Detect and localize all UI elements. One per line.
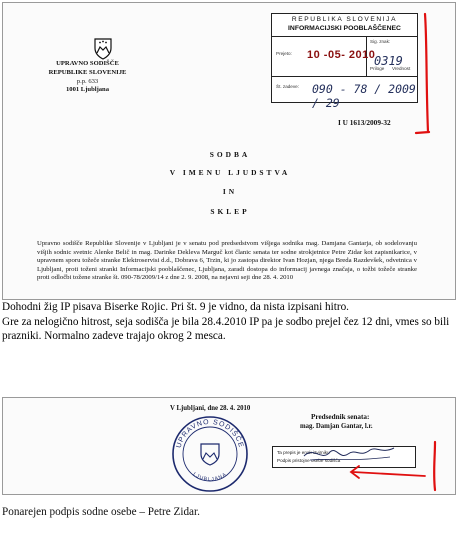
president-name: mag. Damjan Gantar, l.r.	[300, 423, 373, 430]
heading-order: SKLEP	[210, 207, 250, 216]
judgment-body-text: Upravno sodišče Republike Slovenije v Ljubljani je v senatu pod predsedstvom višjega sodnika mag. Damjana Gantarja, ob sodelovanju višjih sodnic svetnic Alenke Belič in mag. Darinke Dekleva Marguč kot članic senata ter sodne strokjetnice Petre Zidar kot zapisnikarice, v upravnem sporu tožeče stranke Elektroservisi d.d., Dobrava 6, Trzin, ki jo zastopa direktor Ivan Hozjan, njega Breda Razdevšek, odvetnica v Ljubljani, proti toženi stranki Informacijski pooblaščenec, Ljubljana, zaradi dostopa do informacij javnega značaja, o tožbi tožeče stranke proti odločbi tožene stranke št. 090-78/2009/14 z dne 2. 9. 2008, na nejavni seji dne 28. 4. 2010	[37, 240, 417, 282]
svg-text:LJUBLJANA	[192, 471, 229, 482]
red-arrow-annotation	[345, 440, 445, 492]
note-line-1: Dohodni žig IP pisava Biserke Rojic. Pri št. 9 je vidno, da nista izpisani hitro.	[2, 301, 349, 313]
signing-place-date: V Ljubljani, dne 28. 4. 2010	[170, 405, 251, 412]
stamp-received-date: 10 -05- 2010	[307, 49, 376, 61]
court-header	[30, 60, 145, 95]
stamp-line2: INFORMACIJSKI POOBLAŠČENEC	[288, 25, 401, 32]
seal-subtext: LJUBLJANA	[191, 471, 229, 483]
red-bracket-annotation	[412, 12, 436, 136]
footer-note: Ponarejen podpis sodne osebe – Petre Zidar.	[2, 506, 200, 518]
heading-and: IN	[222, 187, 238, 196]
stamp-value-label: Vrednost	[392, 66, 411, 71]
stamp-file-label: Št. zadeve:	[276, 84, 299, 89]
case-number: I U 1613/2009-32	[338, 118, 391, 127]
court-country: REPUBLIKE SLOVENIJE	[48, 68, 127, 76]
court-seal-icon	[170, 414, 250, 494]
stamp-received-label: Prejeto:	[276, 51, 292, 56]
court-pobox: p.p. 633	[76, 77, 99, 85]
stamp-file-value: 090 - 78 / 2009 / 29	[312, 82, 416, 110]
coat-of-arms-icon	[93, 38, 113, 60]
cert-line-2: Podpis pristojne osebe sodišča	[277, 458, 341, 463]
note-line-2: Gre za nelogično hitrost, seja sodišča je bila 28.4.2010 IP pa je sodbo prejel čez 12 dni, vmes so bili prazniki. Normalno zadeve trajajo okrog 2 mesca.	[2, 316, 450, 342]
heading-judgment: SODBA	[209, 150, 251, 159]
president-title: Predsednik senata:	[311, 413, 370, 421]
cert-line-1: Ta prepis je enak izvirniku	[277, 450, 330, 455]
stamp-divider-2	[272, 76, 417, 77]
stamp-attachments-label: Priloge	[370, 66, 385, 71]
court-name: UPRAVNO SODIŠČE	[56, 60, 119, 67]
stamp-sign-value: 0319	[374, 54, 403, 68]
stamp-line1: REPUBLIKA SLOVENIJA	[291, 16, 398, 23]
stamp-divider	[272, 36, 417, 37]
seal-text: UPRAVNO SODIŠČE	[175, 418, 245, 449]
court-city: 1001 Ljubljana	[65, 86, 110, 94]
heading-in-name-of-people: V IMENU LJUDSTVA	[169, 168, 291, 177]
stamp-sign-label: Sig. znak:	[370, 39, 391, 44]
receipt-stamp	[271, 13, 418, 110]
